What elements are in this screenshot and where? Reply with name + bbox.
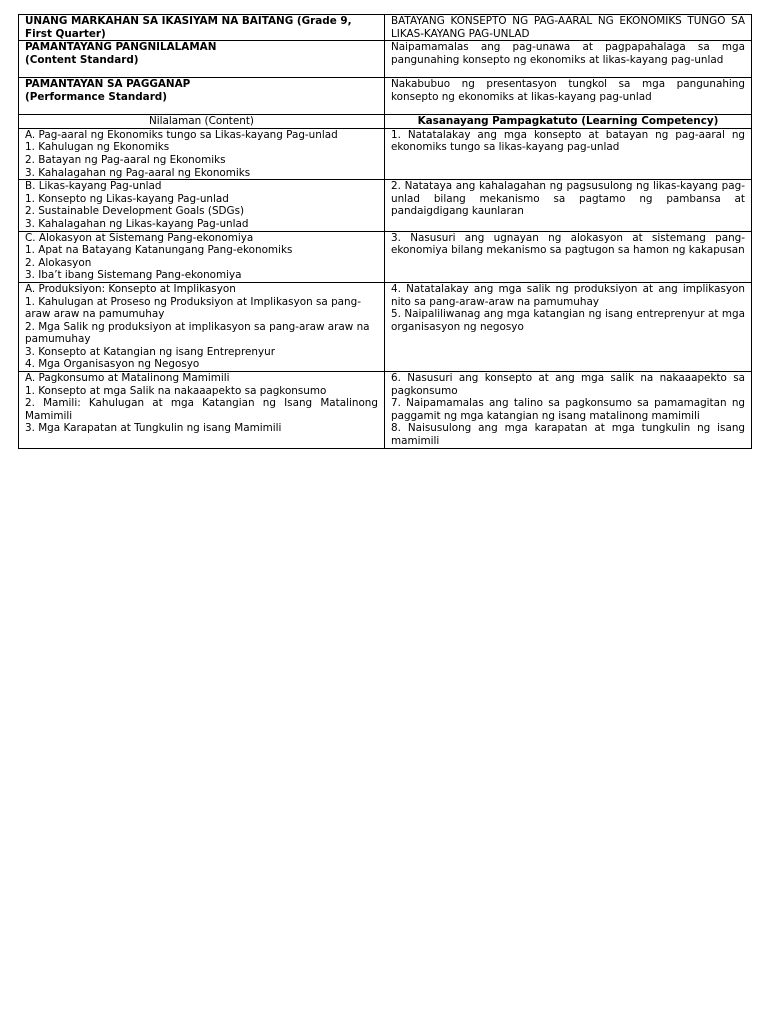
content-item: 2. Alokasyon xyxy=(25,256,92,269)
content-cell xyxy=(19,282,385,371)
content-item: 3. Kahalagahan ng Pag-aaral ng Ekonomiks xyxy=(25,166,251,179)
content-cell xyxy=(19,180,385,231)
content-standard-row xyxy=(19,41,752,78)
quarter-desc-cell xyxy=(385,15,752,41)
table-row xyxy=(19,180,752,231)
competency-item: 1. Natatalakay ang mga konsepto at batayan ng pag-aaral ng ekonomiks tungo sa likas-kayang pag-unlad xyxy=(391,128,745,154)
competency-item: 3. Nasusuri ang ugnayan ng alokasyon at sistemang pang-ekonomiya bilang mekanismo sa pagtugon sa hamon ng kakapusan xyxy=(391,231,745,257)
competency-cell xyxy=(385,180,752,231)
column-header-content: Nilalaman (Content) xyxy=(19,115,385,129)
competency-item: 4. Natatalakay ang mga salik ng produksiyon at ang implikasyon nito sa pang-araw-araw na pamumuhay xyxy=(391,282,745,308)
content-item: C. Alokasyon at Sistemang Pang-ekonomiya xyxy=(25,231,254,244)
content-item: 1. Konsepto ng Likas-kayang Pag-unlad xyxy=(25,192,229,205)
content-standard-label: PAMANTAYANG PANGNILALAMAN xyxy=(25,41,217,54)
content-item: 1. Kahulugan ng Ekonomiks xyxy=(25,141,170,154)
table-row xyxy=(19,231,752,282)
quarter-header-row xyxy=(19,15,752,41)
table-row xyxy=(19,282,752,371)
content-item: 4. Mga Organisasyon ng Negosyo xyxy=(25,358,200,371)
table-row xyxy=(19,372,752,449)
content-item: 1. Kahulugan at Proseso ng Produksiyon at Implikasyon sa pang-araw araw na pamumuhay xyxy=(25,295,361,321)
content-item: 3. Iba’t ibang Sistemang Pang-ekonomiya xyxy=(25,269,242,282)
competency-item: 2. Natataya ang kahalagahan ng pagsusulong ng likas-kayang pag-unlad bilang mekanismo sa pagtamo ng pambansa at pandaigdigang kaunlaran xyxy=(391,180,745,218)
performance-standard-text: Nakabubuo ng presentasyon tungkol sa mga pangunahing konsepto ng ekonomiks at likas-kayang pag-unlad xyxy=(391,78,745,103)
column-header-competency: Kasanayang Pampagkatuto (Learning Competency) xyxy=(385,115,752,129)
table-row xyxy=(19,128,752,179)
competency-item: 8. Naisusulong ang mga karapatan at mga tungkulin ng isang mamimili xyxy=(391,422,745,448)
performance-standard-label: PAMANTAYAN SA PAGGANAP xyxy=(25,78,191,91)
competency-cell xyxy=(385,231,752,282)
content-item: 3. Kahalagahan ng Likas-kayang Pag-unlad xyxy=(25,217,249,230)
content-standard-sublabel: (Content Standard) xyxy=(25,53,139,66)
content-cell xyxy=(19,128,385,179)
content-item: B. Likas-kayang Pag-unlad xyxy=(25,180,162,193)
content-item: 1. Konsepto at mga Salik na nakaaapekto sa pagkonsumo xyxy=(25,384,327,397)
competency-cell xyxy=(385,372,752,449)
content-item: A. Pag-aaral ng Ekonomiks tungo sa Likas-kayang Pag-unlad xyxy=(25,128,338,141)
content-item: A. Pagkonsumo at Matalinong Mamimili xyxy=(25,372,230,385)
content-item: 2. Mga Salik ng produksiyon at implikasyon sa pang-araw araw na pamumuhay xyxy=(25,320,370,346)
curriculum-table xyxy=(18,14,752,449)
competency-item: 6. Nasusuri ang konsepto at ang mga salik na nakaaapekto sa pagkonsumo xyxy=(391,372,745,397)
competency-cell xyxy=(385,128,752,179)
quarter-title-cell xyxy=(19,15,385,41)
content-standard-label-cell xyxy=(19,41,385,78)
performance-standard-text-cell xyxy=(385,78,752,115)
performance-standard-label-cell xyxy=(19,78,385,115)
performance-standard-row xyxy=(19,78,752,115)
content-item: 2. Sustainable Development Goals (SDGs) xyxy=(25,205,245,218)
performance-standard-sublabel: (Performance Standard) xyxy=(25,90,167,103)
quarter-title: UNANG MARKAHAN SA IKASIYAM NA BAITANG (Grade 9, First Quarter) xyxy=(25,15,352,40)
content-cell xyxy=(19,231,385,282)
competency-cell xyxy=(385,282,752,371)
content-item: 3. Mga Karapatan at Tungkulin ng isang Mamimili xyxy=(25,422,282,435)
competency-item: 5. Naipaliliwanag ang mga katangian ng isang entreprenyur at mga organisasyon ng negosyo xyxy=(391,308,745,333)
column-header-row xyxy=(19,115,752,129)
content-item: A. Produksiyon: Konsepto at Implikasyon xyxy=(25,282,236,295)
quarter-description: BATAYANG KONSEPTO NG PAG-AARAL NG EKONOMIKS TUNGO SA LIKAS-KAYANG PAG-UNLAD xyxy=(391,15,745,40)
content-item: 1. Apat na Batayang Katanungang Pang-ekonomiks xyxy=(25,244,293,257)
content-cell xyxy=(19,372,385,449)
content-item: 2. Batayan ng Pag-aaral ng Ekonomiks xyxy=(25,153,226,166)
content-standard-text: Naipamamalas ang pag-unawa at pagpapahalaga sa mga pangunahing konsepto ng ekonomiks at likas-kayang pag-unlad xyxy=(391,41,745,66)
content-item: 2. Mamili: Kahulugan at mga Katangian ng Isang Matalinong Mamimili xyxy=(25,397,378,422)
competency-item: 7. Naipamamalas ang talino sa pagkonsumo sa pamamagitan ng paggamit ng mga katangian ng isang matalinong mamimili xyxy=(391,397,745,422)
content-standard-text-cell xyxy=(385,41,752,78)
content-item: 3. Konsepto at Katangian ng isang Entreprenyur xyxy=(25,345,276,358)
